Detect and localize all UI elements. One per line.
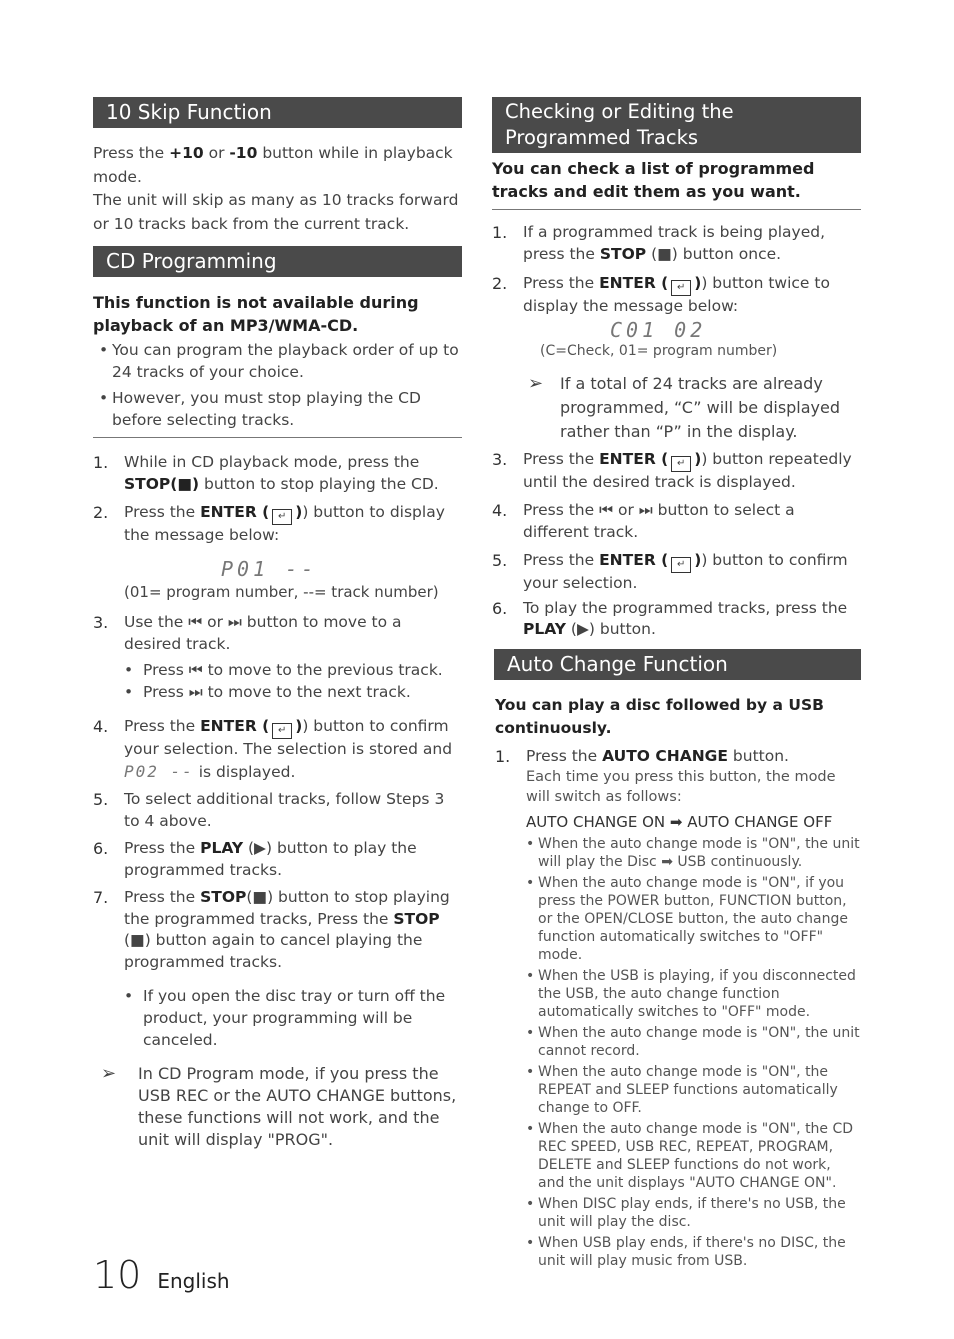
lcd-display-p02: P02 --: [124, 761, 194, 781]
cd-step-2: 2. Press the ENTER ( ↵ )) button to display the message below:: [93, 503, 445, 544]
lcd-display-c01: C01 02: [610, 317, 707, 342]
lcd-caption: (01= program number, --= track number): [124, 582, 439, 601]
cd-step-4: 4. Press the ENTER ( ↵ )) button to confirm your selection. The selection is stored and P02 -- is displayed.: [93, 717, 453, 781]
list-item: • When DISC play ends, if there's no USB, the unit will play the disc.: [526, 1196, 846, 1230]
cd-program-note: ➢ In CD Program mode, if you press the USB REC or the AUTO CHANGE buttons, these functions will not work, and the unit will display "PROG".: [101, 1063, 457, 1149]
check-step-6: 6. To play the programmed tracks, press the PLAY (▶) button.: [492, 598, 848, 638]
list-item: • However, you must stop playing the CD before selecting tracks.: [99, 389, 421, 429]
cd-programming-bullets: [93, 339, 462, 438]
section-title-cd-programming: CD Programming: [93, 246, 462, 277]
check-step-4: 4. Press the ⏮ or ⏭ button to select a different track.: [492, 501, 795, 541]
right-column: [492, 97, 861, 1270]
list-item: • When the auto change mode is "ON", the REPEAT and SLEEP functions automatically change to OFF.: [526, 1064, 838, 1116]
cd-programming-intro: This function is not available during playback of an MP3/WMA-CD.: [93, 293, 419, 335]
auto-change-mode: AUTO CHANGE ON ➡ AUTO CHANGE OFF: [526, 813, 833, 831]
section-title-auto-change: Auto Change Function: [494, 649, 861, 680]
enter-icon: ↵: [671, 280, 691, 296]
cd-step-1: 1. While in CD playback mode, press the STOP(■) button to stop playing the CD.: [93, 453, 439, 493]
note-arrow-icon: ➢: [528, 372, 544, 394]
list-item: • When the auto change mode is "ON", the unit cannot record.: [526, 1025, 860, 1059]
enter-icon: ↵: [272, 509, 292, 525]
cd-step-3: 3. Use the ⏮ or ⏭ button to move to a desired track.: [93, 613, 402, 653]
note-arrow-icon: ➢: [101, 1063, 117, 1084]
check-step-2: 2. Press the ENTER ( ↵ )) button twice to display the message below:: [492, 274, 830, 315]
section-title-checking: Checking or Editing the Programmed Tracks: [492, 97, 861, 153]
auto-change-bullets: [526, 835, 861, 1270]
page-number: 10: [93, 1253, 142, 1297]
check-step-1: 1. If a programmed track is being played, press the STOP (■) button once.: [492, 223, 826, 263]
page-footer: [93, 1253, 230, 1297]
enter-icon: ↵: [671, 557, 691, 573]
enter-icon: ↵: [272, 723, 292, 739]
check-note: ➢ If a total of 24 tracks are already programmed, “C” will be displayed rather than “P” in the display.: [528, 372, 861, 444]
checking-intro: You can check a list of programmed tracks and edit them as you want.: [492, 159, 815, 201]
check-step-5: 5. Press the ENTER ( ↵ )) button to confirm your selection.: [492, 551, 848, 592]
list-item: • When USB play ends, if there's no DISC, the unit will play music from USB.: [526, 1235, 846, 1269]
list-item: • When the auto change mode is "ON", the CD REC SPEED, USB REC, REPEAT, PROGRAM, DELETE and SLEEP functions do not work, and the unit displays "AUTO CHANGE ON".: [526, 1121, 854, 1191]
checking-intro-block: [492, 157, 861, 210]
auto-change-intro: You can play a disc followed by a USB continuously.: [495, 695, 824, 737]
list-item: • When the auto change mode is "ON", the unit will play the Disc ➡ USB continuously.: [526, 836, 860, 870]
list-item: • Press ⏭ to move to the next track.: [124, 683, 411, 701]
lcd-display-p01: P01 --: [221, 556, 318, 581]
section-title-skip: 10 Skip Function: [93, 97, 462, 128]
cd-step-5: 5. To select additional tracks, follow Steps 3 to 4 above.: [93, 790, 445, 830]
skip-text-1: Press the +10 or -10 button while in playback mode.: [93, 144, 453, 186]
cd-step-6: 6. Press the PLAY (▶) button to play the programmed tracks.: [93, 839, 417, 879]
skip-text-2: The unit will skip as many as 10 tracks forward or 10 tracks back from the current track.: [93, 191, 459, 233]
list-item: • If you open the disc tray or turn off the product, your programming will be canceled.: [124, 987, 446, 1049]
list-item: • When the auto change mode is "ON", if you press the POWER button, FUNCTION button, or the OPEN/CLOSE button, the auto change function automatically switches to "OFF" mode.: [526, 875, 848, 963]
list-item: • You can program the playback order of up to 24 tracks of your choice.: [99, 341, 459, 381]
left-column: [93, 97, 462, 1151]
cd-step-7: 7. Press the STOP(■) button to stop playing the programmed tracks, Press the STOP (■) button again to cancel playing the programmed tracks.: [93, 888, 450, 971]
lcd-caption: (C=Check, 01= program number): [540, 342, 778, 359]
check-step-3: 3. Press the ENTER ( ↵ )) button repeatedly until the desired track is displayed.: [492, 449, 852, 491]
auto-step-1-detail: Each time you press this button, the mode will switch as follows:: [526, 769, 836, 805]
enter-icon: ↵: [671, 456, 691, 472]
page-language: English: [157, 1269, 230, 1293]
auto-step-1: 1. Press the AUTO CHANGE button.: [495, 746, 789, 766]
list-item: • When the USB is playing, if you disconnected the USB, the auto change function automatically switches to "OFF" mode.: [526, 968, 856, 1020]
list-item: • Press ⏮ to move to the previous track.: [124, 661, 443, 679]
